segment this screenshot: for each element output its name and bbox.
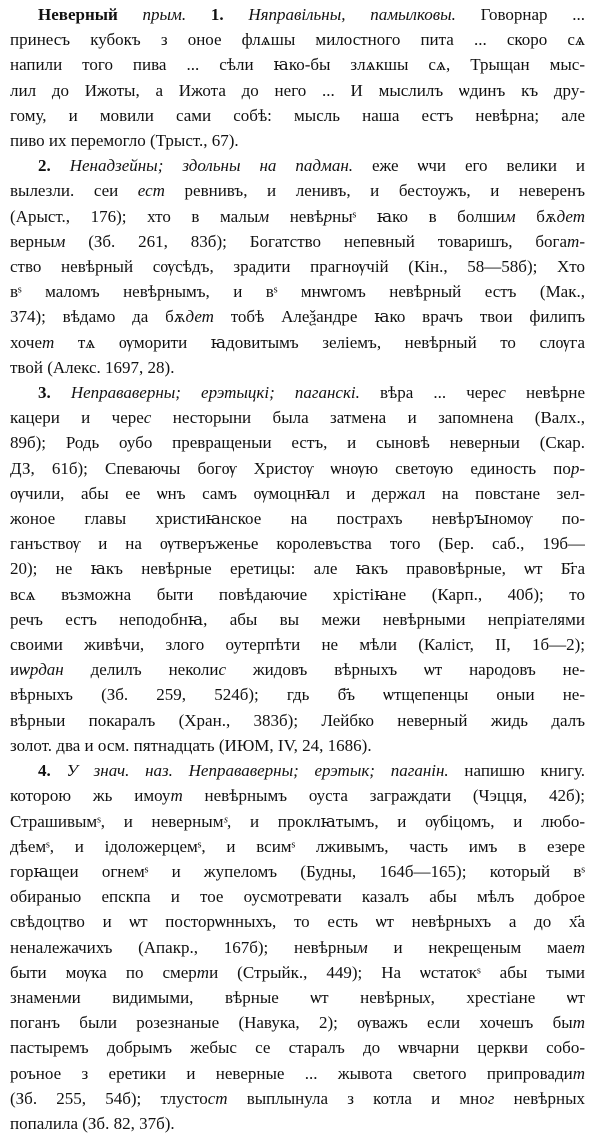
- text-run: -: [579, 231, 585, 251]
- text-run: Неверный: [38, 5, 118, 24]
- text-run: [51, 383, 71, 402]
- text-run: т: [567, 231, 580, 251]
- text-line: [10, 103, 585, 128]
- text-run: т: [196, 962, 210, 982]
- text-run: -: [579, 458, 585, 478]
- text-line: [10, 632, 585, 657]
- text-run: ство невѣрный сѹсѣдъ, зрадити прагнѹчій (Кін., 58—58б); Хто: [10, 257, 585, 277]
- text-run: и видимыми, вѣрные ѡт невѣрны: [71, 987, 424, 1007]
- text-run: ревнивъ, и ленивъ, и бестоужъ, и неверенъ: [164, 181, 585, 201]
- text-run: тѧ ѹморити ꙗдовитымъ зеліемъ, невѣрный то слѹга: [54, 332, 585, 352]
- text-run: 2.: [38, 156, 51, 176]
- text-run: ˢ: [223, 811, 228, 831]
- text-run: золот. два и осм. пятнадцать (ИЮМ, IV, 24, 1686).: [10, 735, 372, 755]
- text-run: горꙗщеи огнемˢ и жупеломъ (Будны, 164б—165); который вˢ: [10, 861, 585, 881]
- text-run: верны: [10, 231, 55, 251]
- text-run: с: [498, 383, 506, 403]
- text-run: бѫ: [515, 206, 557, 226]
- text-line: [10, 204, 585, 229]
- text-line: [10, 758, 585, 783]
- text-run: (Арыст., 176); хто в малы: [10, 206, 259, 226]
- text-run: невѣрне: [505, 383, 585, 403]
- text-line: [10, 682, 585, 707]
- text-line: [10, 380, 585, 405]
- text-run: своими живѣчи, злого оутерпѣти не мѣли (Каліст, II, 1б—2);: [10, 635, 585, 655]
- text-run: , и проклꙗтымъ, и ѹбіцомъ, и любо-: [227, 811, 585, 831]
- text-run: Няправільны, памылковы.: [248, 5, 456, 24]
- text-run: быти мѹка по смер: [10, 962, 197, 982]
- text-run: р: [323, 206, 333, 226]
- text-run: ст: [207, 1088, 228, 1108]
- text-run: р: [570, 458, 580, 478]
- text-line: [10, 456, 585, 481]
- text-run: [186, 5, 211, 24]
- text-line: [10, 430, 585, 455]
- text-line: [10, 935, 585, 960]
- text-run: всѧ възможна быти повѣдаючие хрістіꙗне (Карп., 40б); то: [10, 584, 585, 604]
- text-run: и (Стрыйк., 449); На ѡстатокˢ абы тыми: [209, 962, 585, 982]
- text-run: несторыни была затмена и запомнена (Валх.,: [151, 408, 585, 428]
- text-run: роъное з еретики и неверные ... жывота светого припровади: [10, 1063, 573, 1083]
- text-line: [10, 405, 585, 430]
- text-line: [10, 78, 585, 103]
- text-run: м: [504, 206, 516, 226]
- text-run: с: [143, 408, 152, 428]
- text-run: хоче: [10, 332, 43, 352]
- text-run: кацери и чере: [10, 408, 144, 428]
- text-line: [10, 27, 585, 52]
- text-run: дѣемˢ, и ідоложерцемˢ, и всимˢ лживымъ, часть имъ в езере: [10, 836, 585, 856]
- text-line: [10, 254, 585, 279]
- text-run: жоное главы христиꙗнское на пострахъ невѣрꙑномѹ по-: [10, 509, 585, 529]
- text-run: 20); не ꙗкъ невѣрные еретицы: але ꙗкъ правовѣрные, ѡт Б҃га: [10, 559, 585, 579]
- text-run: [51, 156, 70, 175]
- text-run: [118, 5, 143, 24]
- text-line: [10, 330, 585, 355]
- text-run: Неправаверны; ерэтыцкі; паганскі.: [70, 383, 360, 403]
- text-run: напишю книгу.: [448, 761, 585, 781]
- text-line: [10, 960, 585, 985]
- text-run: невѣрнымъ оуста заграждати (Чэцця, 42б);: [182, 786, 585, 806]
- text-run: пастыремъ добрымъ жебыс се старалъ до ѡвчарни церкви собо-: [10, 1038, 585, 1058]
- text-line: [10, 708, 585, 733]
- text-line: [10, 1061, 585, 1086]
- text-run: попалила (Зб. 82, 37б).: [10, 1113, 175, 1133]
- text-run: х: [423, 987, 431, 1007]
- text-line: [10, 355, 585, 380]
- text-line: [10, 279, 585, 304]
- text-run: 3.: [38, 383, 51, 403]
- text-run: л на повстане зел-: [416, 483, 585, 503]
- text-run: пиво их перемогло (Трыст., 67).: [10, 131, 239, 151]
- text-run: вѣрныи покаралъ (Хран., 383б); Лейбко неверный жидь далъ: [10, 710, 585, 730]
- text-line: [10, 909, 585, 934]
- text-line: [10, 607, 585, 632]
- text-run: ныˢ ꙗко в болши: [332, 206, 505, 226]
- text-line: [10, 582, 585, 607]
- text-run: твой (Алекс. 1697, 28).: [10, 357, 175, 377]
- text-run: т: [42, 332, 55, 352]
- text-run: с: [218, 660, 227, 680]
- text-run: 89б); Родь оубо превращеныи естъ, и сыновѣ неверныи (Скар.: [10, 433, 585, 453]
- text-run: ганъствѹ и на ѹтверъженье королевъства того (Бер. саб., 19б—: [10, 534, 585, 554]
- text-run: выплынула з котла и мно: [227, 1088, 488, 1108]
- text-run: вѣрныхъ (Зб. 259, 524б); гдь б҃ъ ѡтщепенцы оныи не-: [10, 685, 585, 705]
- text-line: [10, 52, 585, 77]
- text-run: 4.: [38, 761, 51, 781]
- text-line: [10, 178, 585, 203]
- text-line: [10, 657, 585, 682]
- text-line: [10, 733, 585, 758]
- text-run: 374); вѣдамо да бѫ: [10, 307, 186, 327]
- text-run: , хрестіане ѡт: [430, 987, 585, 1007]
- text-line: [10, 884, 585, 909]
- text-run: а: [408, 483, 417, 503]
- text-line: [10, 531, 585, 556]
- text-run: дет: [185, 307, 214, 327]
- text-line: [10, 859, 585, 884]
- text-run: вˢ маломъ невѣрнымъ, и вˢ мнѡгомъ невѣрный естъ (Мак.,: [10, 282, 585, 302]
- text-run: Страшивымˢ, и неверным: [10, 811, 224, 831]
- text-run: обираныо епскпа и тое оусмотревати казалъ абы мѣлъ доброе: [10, 887, 585, 907]
- text-run: т: [572, 1063, 585, 1083]
- text-line: [10, 783, 585, 808]
- text-run: неналежачихъ (Апакр., 167б); невѣрны: [10, 937, 357, 957]
- text-run: тобѣ Алеѯандре ꙗко врачъ твои филипъ: [213, 307, 585, 327]
- text-line: [10, 128, 585, 153]
- text-run: и некрещеным мае: [367, 937, 573, 957]
- text-line: [10, 481, 585, 506]
- text-line: [10, 834, 585, 859]
- text-run: дет: [556, 206, 585, 226]
- text-run: которою жь имоу: [10, 786, 171, 806]
- text-run: г: [487, 1088, 495, 1108]
- text-run: невѣрных: [494, 1088, 585, 1108]
- text-run: напили того пива ... сѣли ꙗко-бы злѧкшы сѧ, Трыщан мыс-: [10, 55, 585, 75]
- text-run: невѣ: [269, 206, 324, 226]
- text-run: м: [54, 231, 66, 251]
- text-run: ест: [137, 181, 165, 201]
- text-line: [10, 1010, 585, 1035]
- text-run: прым.: [142, 5, 187, 24]
- text-line: [10, 556, 585, 581]
- text-run: еже ѡчи его велики и: [353, 156, 585, 176]
- text-run: поганъ были розезнаные (Навука, 2); ѹважъ если хочешъ бы: [10, 1013, 573, 1033]
- text-line: [10, 2, 585, 27]
- text-run: ДЗ, 61б); Спеваючы богѹ Христѹ ѡнѹю светѹю единость по: [10, 458, 571, 478]
- text-run: т: [170, 786, 183, 806]
- text-line: [10, 1035, 585, 1060]
- text-run: речъ естъ неподобнꙗ, абы вы межи невѣрными непріателями: [10, 609, 585, 629]
- text-run: ѡрдан: [19, 660, 64, 680]
- text-run: вылезли. сеи: [10, 181, 138, 201]
- text-run: вѣра ... чере: [359, 383, 499, 403]
- text-run: 1.: [210, 5, 224, 24]
- text-line: [10, 153, 585, 178]
- text-line: [10, 1111, 585, 1136]
- text-run: и: [10, 660, 20, 680]
- text-line: [10, 985, 585, 1010]
- text-run: [51, 761, 67, 780]
- text-run: [224, 5, 249, 24]
- text-run: лил до Ижоты, а Ижота до него ... И мыслилъ ѡдинъ къ дру-: [10, 80, 585, 100]
- text-run: т: [572, 937, 585, 957]
- text-run: знамен: [10, 987, 61, 1007]
- text-run: (Зб. 255, 54б); тлусто: [10, 1088, 208, 1108]
- text-run: принесъ кубокъ з оное флѧшы милостного пита ... скоро сѧ: [10, 30, 585, 50]
- text-run: т: [572, 1013, 585, 1033]
- text-run: (Зб. 261, 83б); Богатство непевный товаришъ, бога: [65, 231, 568, 251]
- text-run: гому, и мовили сами собѣ: мысль наша естъ невѣрна; але: [10, 105, 585, 125]
- text-run: Говорнар ...: [455, 5, 585, 24]
- text-run: м: [356, 937, 368, 957]
- text-line: [10, 229, 585, 254]
- text-run: свѣдоцтво и ѡт посторѡнныхъ, то есть ѡт невѣрныхъ а до х҃а: [10, 912, 585, 932]
- text-line: [10, 1086, 585, 1111]
- text-run: У знач. наз. Неправаверны; ерэтык; паганін.: [66, 761, 449, 781]
- text-run: Ненадзейны; здольны на падман.: [69, 156, 354, 176]
- text-line: [10, 809, 585, 834]
- text-line: [10, 506, 585, 531]
- text-line: [10, 304, 585, 329]
- text-run: м: [60, 987, 72, 1007]
- text-run: м: [258, 206, 270, 226]
- text-run: делилъ неколи: [63, 660, 219, 680]
- text-run: жидовъ вѣрныхъ ѡт народовъ не-: [226, 660, 585, 680]
- text-run: ѹчили, абы ее ѡнъ самъ ѹмоцнꙗл и держ: [10, 483, 409, 503]
